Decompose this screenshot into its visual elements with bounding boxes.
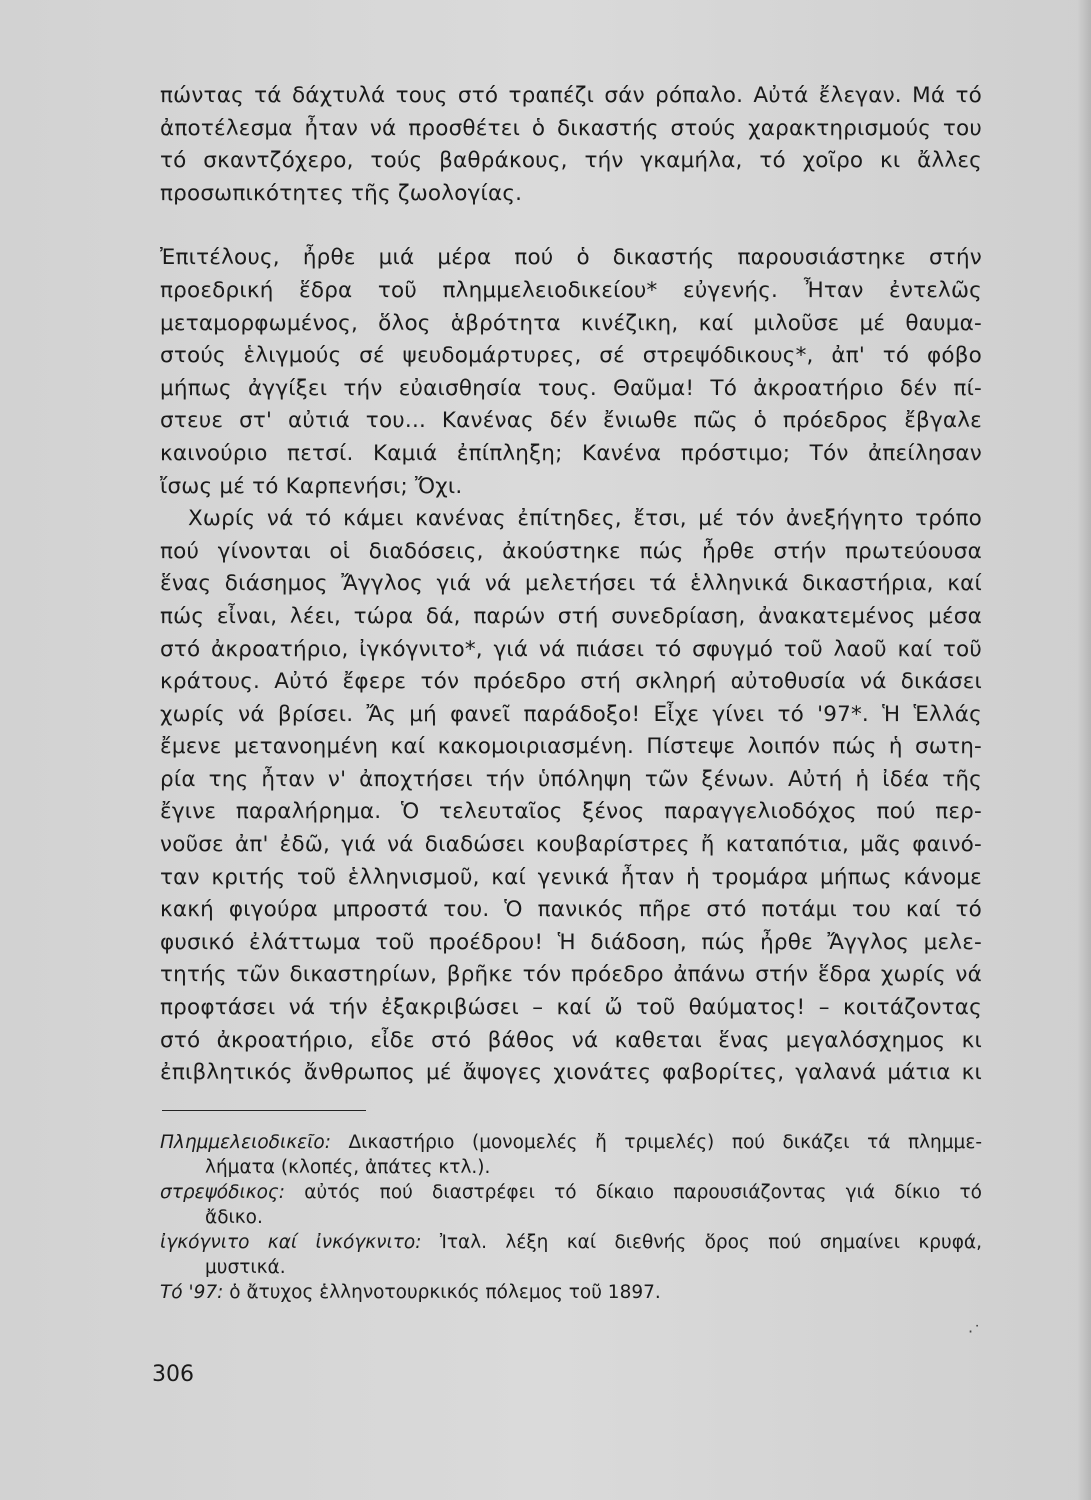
text-line: μεταμορφωμένος, ὅλος ἁβρότητα κινέζικη, καί μιλοῦσε μέ θαυμα- [160,310,982,336]
text-line: πώς εἶναι, λέει, τώρα δά, παρών στή συνεδρίαση, ἀνακατεμένος μέσα [160,603,982,629]
text-line: πού γίνονται οἱ διαδόσεις, ἀκούστηκε πώς ἦρθε στήν πρωτεύουσα [160,538,982,564]
footnote-text: Δικαστήριο (μονομελές ἤ τριμελές) πού δικάζει τά πλημμε- [348,1132,982,1153]
text-line: προεδρική ἕδρα τοῦ πλημμελειοδικείου* εὐγενής. Ἦταν ἐντελῶς [160,277,982,303]
page-number: 306 [152,1362,194,1387]
footnote-text: Ἰταλ. λέξη καί διεθνής ὅρος πού σημαίνει κρυφά, [439,1232,982,1253]
page-edge-shadow [1077,0,1091,1500]
scan-speck: ·˙ [968,1322,982,1341]
footnote-separator [162,1110,366,1111]
footnote-continuation: ἄδικο. [205,1207,263,1228]
text-line: Χωρίς νά τό κάμει κανένας ἐπίτηδες, ἔτσι, μέ τόν ἀνεξήγητο τρόπο [188,506,982,532]
text-line: κακή φιγούρα μπροστά του. Ὁ πανικός πῆρε στό ποτάμι του καί τό [160,897,982,923]
footnote-text: ὁ ἄτυχος ἑλληνοτουρκικός πόλεμος τοῦ 1897. [229,1282,661,1303]
text-line: καινούριο πετσί. Καμιά ἐπίπληξη; Κανένα πρόστιμο; Τόν ἀπείλησαν [160,440,982,466]
footnote-continuation: λήματα (κλοπές, ἀπάτες κτλ.). [205,1157,491,1178]
text-line: στούς ἑλιγμούς σέ ψευδομάρτυρες, σέ στρεψόδικους*, ἀπ' τό φόβο [160,343,982,369]
text-line: ἔγινε παραλήρημα. Ὁ τελευταῖος ξένος παραγγελιοδόχος πού περ- [160,799,982,825]
text-line: προσωπικότητες τῆς ζωολογίας. [160,180,523,206]
footnotes [160,1130,982,1305]
text-line: προφτάσει νά τήν ἐξακριβώσει – καί ὤ τοῦ θαύματος! – κοιτάζοντας [160,995,982,1021]
text-line: στευε στ' αὐτιά του... Κανένας δέν ἔνιωθε πῶς ὁ πρόεδρος ἔβγαλε [160,408,982,434]
text-line: χωρίς νά βρίσει. Ἄς μή φανεῖ παράδοξο! Εἶχε γίνει τό '97*. Ἡ Ἑλλάς [160,701,982,727]
text-line: ἴσως μέ τό Καρπενήσι; Ὄχι. [160,473,463,499]
footnote-term: Πλημμελειοδικεῖο: [160,1132,331,1153]
text-line: ἀποτέλεσμα ἦταν νά προσθέτει ὁ δικαστής στούς χαρακτηρισμούς του [160,115,982,141]
text-line: τητής τῶν δικαστηρίων, βρῆκε τόν πρόεδρο ἀπάνω στήν ἕδρα χωρίς νά [160,962,982,988]
paragraph-gap [160,210,982,242]
footnote-term: στρεψόδικος: [160,1182,286,1203]
footnote-continuation: μυστικά. [205,1257,286,1278]
text-line: ἕνας διάσημος Ἄγγλος γιά νά μελετήσει τά ἑλληνικά δικαστήρια, καί [160,571,982,597]
footnote [160,1180,982,1205]
text-line: πώντας τά δάχτυλά τους στό τραπέζι σάν ρόπαλο. Αὐτά ἔλεγαν. Μά τό [160,83,982,108]
footnote-term: ἰγκόγνιτο καί ἰνκόγκνιτο: [160,1232,422,1253]
text-line: ταν κριτής τοῦ ἑλληνισμοῦ, καί γενικά ἦταν ἡ τρομάρα μήπως κάνομε [160,864,982,890]
text-line: νοῦσε ἀπ' ἐδῶ, γιά νά διαδώσει κουβαρίστρες ἤ καταπότια, μᾶς φαινό- [160,832,982,858]
footnote [160,1280,982,1305]
text-line: ἔμενε μετανοημένη καί κακομοιριασμένη. Πίστεψε λοιπόν πώς ἡ σωτη- [160,734,982,760]
footnote-term: Τό '97: [160,1282,224,1303]
text-line: φυσικό ἐλάττωμα τοῦ προέδρου! Ἡ διάδοση, πώς ἦρθε Ἄγγλος μελε- [160,929,982,955]
body-text [160,80,982,1090]
footnote [160,1230,982,1255]
text-line: ἐπιβλητικός ἄνθρωπος μέ ἄψογες χιονάτες φαβορίτες, γαλανά μάτια κι [160,1060,982,1086]
text-line: τό σκαντζόχερο, τούς βαθράκους, τήν γκαμήλα, τό χοῖρο κι ἄλλες [160,148,982,174]
text-line: στό ἀκροατήριο, εἶδε στό βάθος νά καθεται ἕνας μεγαλόσχημος κι [160,1027,982,1053]
text-line: ρία της ἦταν ν' ἀποχτήσει τήν ὑπόληψη τῶν ξένων. Αὐτή ἡ ἰδέα τῆς [160,766,982,792]
text-line: Ἐπιτέλους, ἦρθε μιά μέρα πού ὁ δικαστής παρουσιάστηκε στήν [160,245,982,271]
text-line: στό ἀκροατήριο, ἰγκόγνιτο*, γιά νά πιάσει τό σφυγμό τοῦ λαοῦ καί τοῦ [160,636,982,662]
text-line: μήπως ἀγγίξει τήν εὐαισθησία τους. Θαῦμα! Τό ἀκροατήριο δέν πί- [160,375,982,401]
footnote [160,1130,982,1155]
text-line: κράτους. Αὐτό ἔφερε τόν πρόεδρο στή σκληρή αὐτοθυσία νά δικάσει [160,669,982,695]
footnote-text: αὐτός πού διαστρέφει τό δίκαιο παρουσιάζοντας γιά δίκιο τό [304,1182,982,1203]
